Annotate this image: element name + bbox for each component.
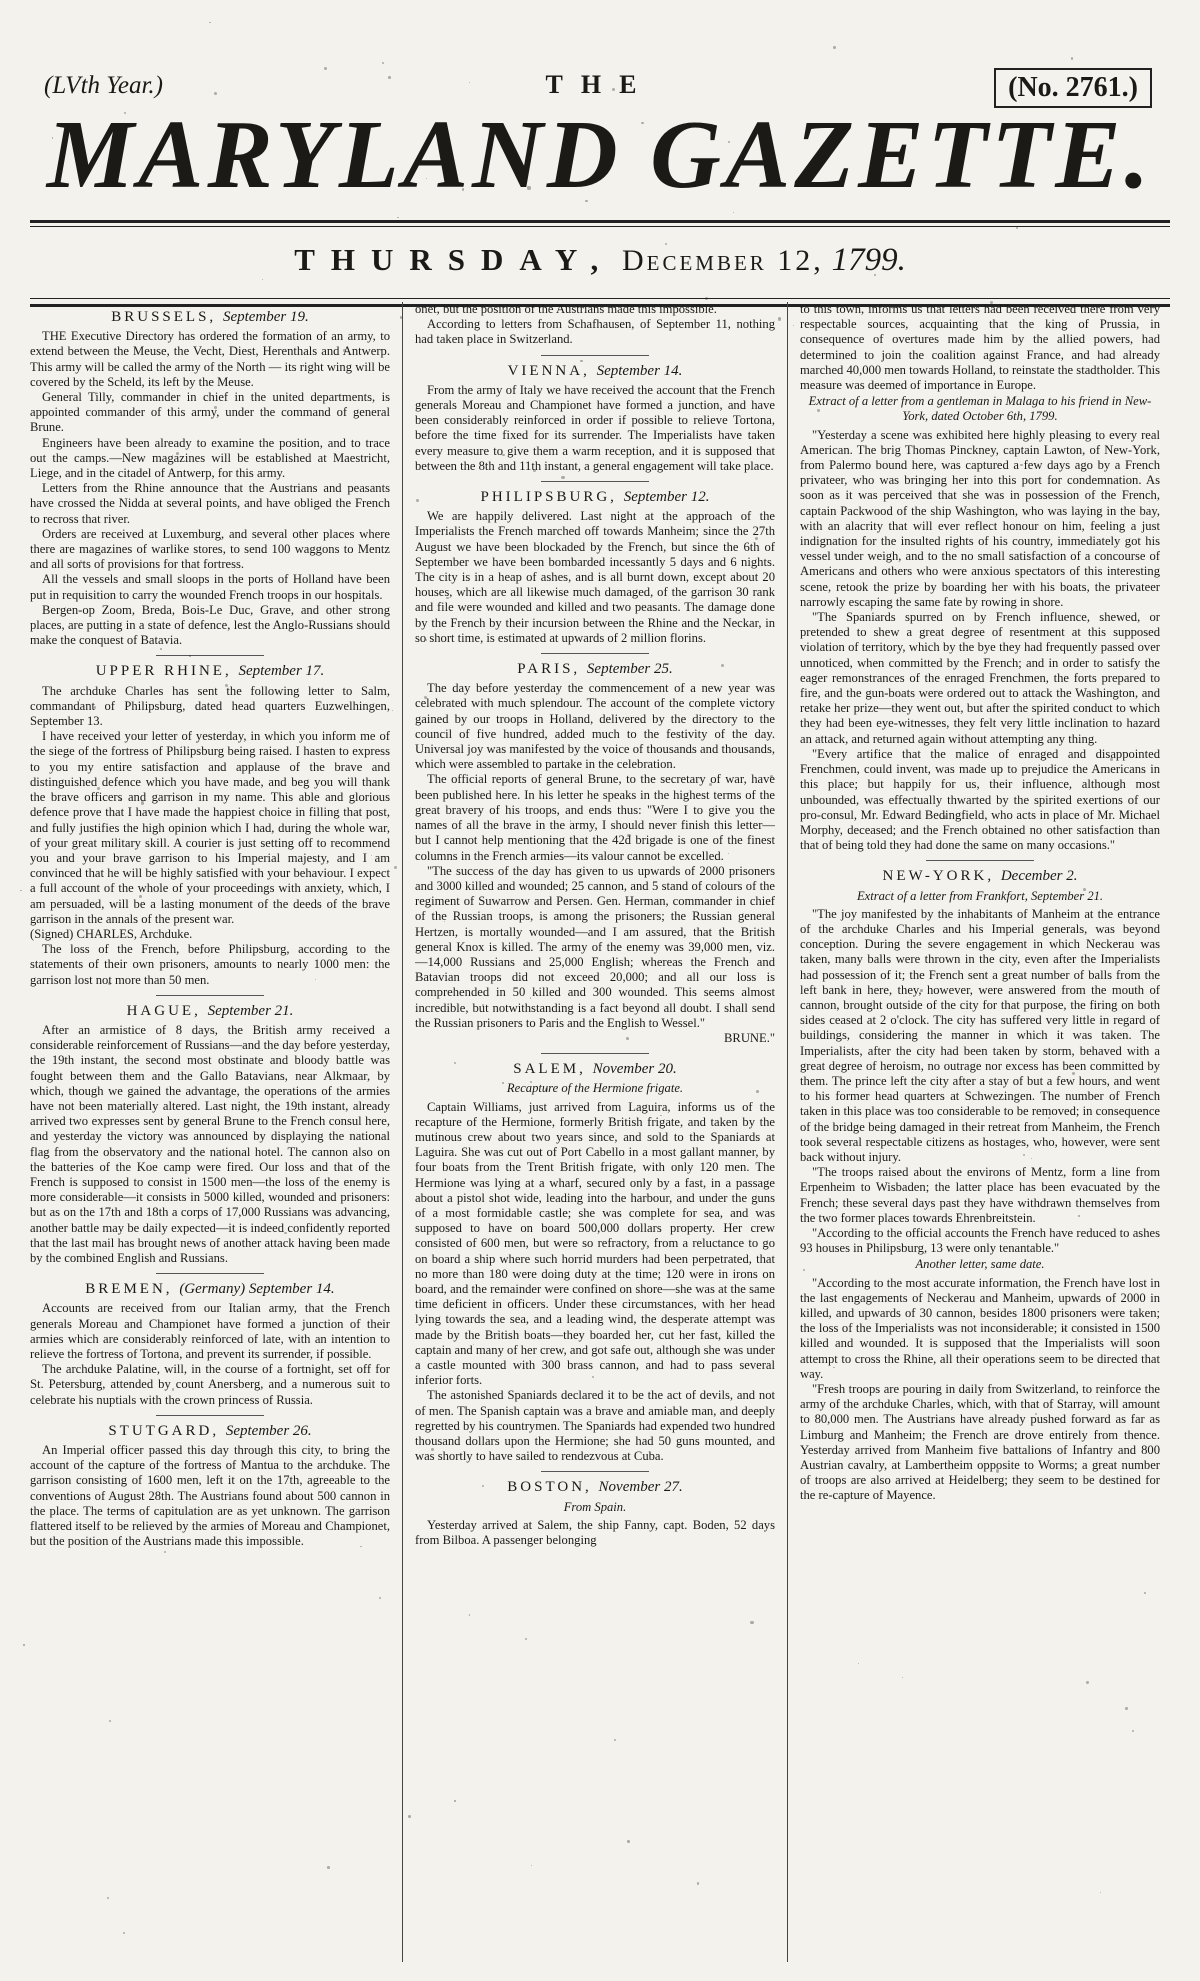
paper-speck [189, 655, 190, 656]
dateline-vienna: VIENNA, September 14. [507, 362, 683, 379]
issue-number: (No. 2761.) [994, 68, 1152, 108]
masthead [30, 30, 1170, 320]
column-1 [30, 302, 390, 1962]
paper-speck [1125, 1707, 1128, 1710]
article-paragraph: I have received your letter of yesterday, in which you inform me of the siege of the fortress of Philipsburg being raised. I hasten to express to you my entire satisfaction and applause of the brave and distinguished defence which you have made, and beg you will thank the brave officers and garrison in my name. This able and glorious defence prove that I have made the happiest choice in filling that post, and fully justifies the high opinion which I had, during the whole war, of your great military skill. A courier is just setting off to recommend you and your brave garrison to his Imperial majesty, and I am convinced that he will be highly satisfied with your behaviour. I expect a full account of the whole of your proceedings with anxiety, which, I am persuaded, will be a lasting monument of the deeds of the brave garrison in the annals of the present war. [30, 729, 390, 926]
article-paragraph: After an armistice of 8 days, the British army received a considerable reinforcement of Russians—and the day before yesterday, the 19th instant, the second most obstinate and bloody battle was fought between them and the Gallo Batavians, near Alkmaar, by which, though we gained the advantage, the operations of the armies have not been materially altered. Last night, the 19th instant, already arrived two expresses sent by general Brune to the French consul here, and yesterday the victory was announced by displaying the national flag from the observatory and the national hotel. The cannon also on the batteries of the Koe camp were fired. Our loss and that of the French is supposed to consist in 1500 men—the loss of the enemy is more considerable—it consists in 5000 killed, wounded and prisoners: but as on the 17th and 18th a corps of 17,000 Russians was advancing, another battle may be daily expected—it is indeed confidently reported that the last mail has brought news of another attack having been made by the combined English and Russians. [30, 1022, 390, 1265]
paper-speck [585, 200, 588, 203]
paper-speck [123, 1932, 125, 1934]
paper-speck [1054, 1298, 1055, 1299]
paper-speck [299, 1027, 301, 1029]
column-2 [415, 302, 775, 1962]
section-divider [156, 1415, 264, 1416]
paper-speck [172, 1388, 174, 1390]
section-divider [156, 655, 264, 656]
section-divider [541, 481, 649, 482]
column-rule [787, 302, 788, 1962]
article-paragraph: The day before yesterday the commencement of a new year was celebrated with much splendour. The account of the complete victory gained by our troops in Holland, delivered by the directory to the council of five hundred, added much to the festivity of the day. Universal joy was manifested by the voice of thousands and thousands, which were assembled to partake in the celebration. [415, 681, 775, 772]
paper-speck [454, 1800, 455, 1801]
paper-speck [79, 699, 81, 701]
article-paragraph: Orders are received at Luxemburg, and several other places where there are magazines of warlike stores, to send 100 waggons to Mentz and all sorts of provisions for that fortress. [30, 526, 390, 572]
paper-speck [697, 1882, 700, 1885]
article-paragraph: "The joy manifested by the inhabitants of Manheim at the entrance of the archduke Charles and his Imperial generals, was beyond conception. During the severe engagement in which Neckerau was taken, many balls were thrown in the city, even after the Imperialists had possession of it; the French sent a great number of balls from the left bank in here, they, however, were answered from the mouth of cannon, brought outside of the city for that purpose, the firing on both sides ceased at 2 o'clock. The city has suffered very little in regard of buildings, considering the manner in which it was taken. The Imperialists, after the city had been taken by storm, behaved with a great degree of heroism, no outrage nor excess has been committed by them. The prince left the city after a stay of but a few hours, and went to his former head quarters at Schwezingen. The number of French taken in this place was too considerable to be removed; in consequence of the bridge being damaged in their retreat from Manheim, the French took several respectable citizens as hostages, who, however, were sent back without injury. [800, 906, 1160, 1164]
paper-speck [531, 1865, 532, 1866]
paper-speck [347, 1528, 349, 1530]
dateline-brussels: BRUSSELS, September 19. [111, 309, 309, 325]
article-paragraph: onet, but the position of the Austrians made this impossible. [415, 302, 717, 316]
paper-speck [641, 122, 644, 125]
article-paragraph: The loss of the French, before Philipsburg, according to the statements of their own prisoners, amounts to nearly 1000 men: the garrison lost not more than 50 men. [30, 942, 390, 987]
section-divider [541, 355, 649, 356]
paper-speck [80, 560, 82, 562]
article-paragraph: "Yesterday a scene was exhibited here highly pleasing to every real American. The brig Thomas Pinckney, captain Lawton, of New-York, from Palermo bound here, was captured a few days ago by a French privateer, who was bringing her into this port for condemnation. As soon as it was perceived that she was in possession of the French, captain Packwood of the ship Washington, who was laying in the bay, with an alacrity that will ever reflect honour on him, feeling a just indignation for the insulted rights of his country, immediately got his vessel under weigh, and to the no small satisfaction of a concourse of Americans and others who were anxious spectators of this interesting scene, retook the prize by boarding her with his boats, the privateer narrowly escaping the same fate by rowing in shore. [800, 427, 1160, 609]
article-paragraph: "Every artifice that the malice of enraged and disappointed Frenchmen, could invent, was made up to prejudice the Americans in this place; but happily for us, their influence, although most unbounded, was effectually thwarted by the spirited exertions of our pro-consul, Mr. Edward Bedingfield, who acts in place of Mr. Michael Morphy, deceased; and the French obtained no other satisfaction than that of being told they had done the same on many occasions." [800, 746, 1160, 853]
column-3 [800, 302, 1160, 1962]
article-paragraph: General Tilly, commander in chief in the united departments, is appointed commander of this army, under the command of general Brune. [30, 390, 390, 435]
paper-speck [1031, 1158, 1032, 1159]
article-paragraph: "According to the most accurate information, the French have lost in the last engagements of Neckerau and Manheim, upwards of 2000 in killed, and upwards of 30 cannon, besides 1800 prisoners were taken; the loss of the Imperialists was not inconsiderable; it consisted in 1500 killed and wounded. It is supposed that the Imperialists will soon attempt to cross the Rhine, all their operations seem to be directed that way. [800, 1275, 1160, 1381]
paper-speck [833, 46, 836, 49]
article-paragraph: According to letters from Schafhausen, of September 11, nothing had taken place in Switzerland. [415, 317, 775, 347]
dateline-boston: BOSTON, November 27. [507, 1479, 683, 1496]
paper-speck [1144, 1592, 1146, 1594]
paper-speck [570, 820, 571, 821]
paper-speck [733, 212, 734, 213]
article-paragraph: Accounts are received from our Italian army, that the French generals Moreau and Championet have formed a junction of their armies which are considerably reinforced of late, with an intention to relieve the fortress of Tortona, and prevent its surrender, if possible. [30, 1301, 390, 1361]
paper-speck [874, 274, 876, 276]
masthead-the: THE [545, 70, 655, 99]
article-paragraph: to this town, informs us that letters had been received there from very respectable sources, acquainting that the king of Prussia, in consequence of overtures made him by the allied powers, had determined to join the coalition against France, and had already marched 40,000 men towards Holland, to reinstate the stadtholder. This measure was deemed of importance in Europe. [800, 302, 1160, 393]
masthead-rule [30, 298, 1170, 299]
paper-speck [803, 1269, 805, 1271]
paper-speck [502, 454, 504, 456]
paper-speck [327, 1866, 330, 1869]
masthead-rule [30, 226, 1170, 227]
paper-speck [119, 799, 122, 802]
paper-speck [284, 1232, 286, 1234]
article-paragraph: An Imperial officer passed this day through this city, to bring the account of the capture of the fortress of Mantua to the archduke. The garrison consisting of 1600 men, left it on the 17th, agreeable to the conventions of August 28th. The Austrians found about 500 cannon in the place. The terms of capitulation are as yet unknown. The garrison flattered itself to be relieved by the armies of Moreau and Championet, but the position of the Austrians made this impossible. [30, 1443, 390, 1549]
paper-speck [924, 848, 925, 849]
section-divider [156, 1273, 264, 1274]
issue-date [30, 242, 1170, 279]
article-subhead: Another letter, same date. [915, 1257, 1045, 1272]
paper-speck [20, 890, 22, 892]
article-paragraph: We are happily delivered. Last night at the approach of the Imperialists the French marched off towards Manheim; since the 27th August we have been blockaded by the French, but since the 6th of September we have been bombarded incessantly 5 days and 6 nights. The city is in a heap of ashes, and is all burnt down, except about 20 houses, which are all likewise much damaged, of the garrison 30 rank and file were wounded and killed and two peasants. The damage done by the French by their incursion between the Rhine and the Neckar, in so short time, is estimated at upwards of 2 million florins. [415, 509, 775, 645]
paper-speck [431, 1448, 434, 1451]
paper-speck [990, 301, 993, 304]
paper-speck [434, 1151, 435, 1152]
paper-speck [920, 989, 923, 992]
article-subhead: Extract of a letter from a gentleman in Malaga to his friend in New-York, dated October 6th, 1799. [808, 394, 1152, 424]
paper-speck [214, 406, 217, 409]
dateline-philipsburg: PHILIPSBURG, September 12. [480, 489, 710, 506]
paper-speck [561, 476, 564, 479]
dateline-hague: HAGUE, September 21. [126, 1002, 294, 1019]
paper-speck [139, 895, 142, 898]
column-rule [402, 302, 403, 1962]
paper-speck [545, 1088, 548, 1091]
dateline-stutgard: STUTGARD, September 26. [108, 1422, 312, 1439]
article-subhead: From Spain. [563, 1499, 627, 1514]
paper-speck [388, 76, 391, 79]
paper-speck [343, 349, 346, 352]
article-paragraph: Bergen-op Zoom, Breda, Bois-Le Duc, Grave, and other strong places, are putting in a state of defence, lest the Anglo-Russians should make the conquest of Batavia. [30, 602, 390, 648]
paper-speck [482, 1004, 484, 1006]
article-paragraph: The archduke Charles has sent the following letter to Salm, commandant of Philipsburg, dated head quarters Euzwelhingen, September 13. [30, 683, 390, 729]
dateline-bremen: BREMEN, (Germany) September 14. [85, 1281, 335, 1298]
article-paragraph: THE Executive Directory has ordered the formation of an army, to extend between the Meuse, the Vecht, Diest, Herenthals and Antwerp. This army will be called the army of the North — its right wing will be covered by the Scheld, its left by the Meuse. [30, 329, 390, 389]
dateline-upper-rhine: UPPER RHINE, September 17. [95, 663, 325, 680]
paper-speck [996, 1469, 999, 1472]
article-paragraph: The archduke Palatine, will, in the course of a fortnight, set off for St. Petersburg, attended by count Anersberg, and a numerous suit to celebrate his nuptials with the crown princess of Russia. [30, 1362, 390, 1407]
paper-speck [1078, 1215, 1079, 1216]
paper-speck [502, 1082, 503, 1083]
paper-speck [446, 597, 449, 600]
section-divider [926, 860, 1034, 861]
paper-speck [817, 409, 820, 412]
article-paragraph: Yesterday arrived at Salem, the ship Fanny, capt. Boden, 52 days from Bilboa. A passenger belonging [415, 1517, 775, 1548]
paper-speck [454, 1062, 456, 1064]
article-paragraph: "Fresh troops are pouring in daily from Switzerland, to reinforce the army of the archduke Charles, which, with that of Starray, will amount to 80,000 men. The Austrians have already pushed forward as far as Limburg and Manheim; the French are drove entirely from thence. Yesterday arrived from Manheim five battalions of Infantry and 800 Austrian cavalry, at Lambertheim opposite to Worms; a great number of troops are also arrived at Heidelberg; they seem to be destined for the re-capture of Mayence. [800, 1382, 1160, 1503]
paper-speck [124, 112, 126, 114]
article-paragraph: "According to the official accounts the French have reduced to ashes 93 houses in Philipsburg, 13 were only tenantable." [800, 1225, 1160, 1256]
paper-speck [1016, 227, 1018, 229]
newspaper-title: MARYLAND GAZETTE. [46, 101, 1154, 209]
paper-speck [627, 834, 630, 837]
article-paragraph: The astonished Spaniards declared it to be the act of devils, and not of men. The Spanish captain was a brave and amiable man, and deeply regretted by his countrymen. The Spaniards had expended two hundred thousand dollars upon the Hermione; she had 50 guns mounted, and was shortly to have sailed to rendezvous at Cuba. [415, 1388, 775, 1464]
paper-speck [97, 787, 100, 790]
article-paragraph: "The success of the day has given to us upwards of 2000 prisoners and 3000 killed and wounded; 25 cannon, and 5 stand of colours of the regiment of Suwarrow and Persen. Gen. Herman, commander in chief of the Russian troops, is among the prisoners; the Russian general Hertzen, is mortally wounded—and I am assured, that the British general Knox is killed. The army of the enemy was 39,000 men, viz. —14,000 Russians and 25,000 English; whereas the French and Batavian troops did not exceed 20,000; and all our loss is comprehended in 50 killed and 300 wounded. This seems almost incredible, but notwithstanding is a fact beyond all doubt. I shall send the Russian prisoners to Paris and the English to Wessel." [415, 863, 775, 1030]
dateline-new-york: NEW-YORK, December 2. [882, 868, 1078, 885]
section-divider [156, 995, 264, 996]
paper-speck [858, 1663, 859, 1664]
masthead-rule [30, 220, 1170, 223]
paper-speck [527, 186, 530, 189]
article-paragraph: "The troops raised about the environs of Mentz, form a line from Erpenheim to Wisbaden; the latter place has been evacuated by the French; these several days past they have withdrawn themselves from the two former places towards Ehrenbreitstein. [800, 1165, 1160, 1225]
paper-speck [54, 1179, 56, 1181]
article-paragraph: All the vessels and small sloops in the ports of Holland have been put in requisition to carry the wounded French troops in our hospitals. [30, 572, 390, 602]
paper-speck [99, 380, 100, 381]
article-subhead: Recapture of the Hermione frigate. [506, 1081, 684, 1096]
issue-day: THURSDAY, [294, 242, 615, 277]
paper-speck [23, 1644, 24, 1645]
paper-speck [728, 141, 730, 143]
dateline-paris: PARIS, September 25. [517, 661, 673, 678]
article-paragraph: Letters from the Rhine announce that the Austrians and peasants have crossed the Nidda at several points, and have obliged the French to recross that river. [30, 481, 390, 526]
paper-speck [176, 452, 179, 455]
article-paragraph: Engineers have been already to examine the position, and to trace out the camps.—New magazines will be established at Maestricht, Liege, and in the citadel of Antwerp, for this army. [30, 435, 390, 481]
signature-line: (Signed) CHARLES, Archduke. [30, 926, 193, 941]
article-subhead: Extract of a letter from Frankfort, September 21. [856, 888, 1104, 903]
paper-speck [209, 22, 210, 23]
article-columns [30, 302, 1170, 1962]
paper-speck [94, 706, 96, 708]
section-divider [541, 1471, 649, 1472]
issue-month-day: December 12, [621, 244, 824, 277]
article-paragraph: Captain Williams, just arrived from Laguira, informs us of the recapture of the Hermione, formerly British frigate, and taken by the mutinous crew about two years since, and sold to the Spaniards at Laguira. She was cut out of Port Cabello in a most gallant manner, by four boats from the Trent British frigate, with only 120 men. The Hermione was lying at a wharf, secured only by a fast, in a passage about a pistol shot wide, leading into the harbour, and under the guns of a most formidable castle; she was complete for sea, and was supposed to have on board 500,000 dollars property. Her crew consisted of 600 men, but were so refractory, from a reluctance to go on board a ship where such horrid murders had been perpetrated, that no more than 180 were doing duty at the time; 120 were in irons on board, and the remainder were confined on shore—she was at the same time deficient in officers. Under these circumstances, with her head lying towards the sea, and a leading wind, the desperate attempt was made by the British boats—they boarded her, cut her fast, killed the captain and many of her crew, and got safe out, although she was under a castle mounted with 300 brass cannon, and had to pass several inferior forts. [415, 1099, 775, 1388]
paper-speck [1072, 1072, 1075, 1075]
paper-speck [1062, 1328, 1064, 1330]
section-divider [541, 1053, 649, 1054]
article-paragraph: "The Spaniards spurred on by French influence, shewed, or pretended to shew a great degree of resentment at this supposed violation of territory, which by the bye they had frequently passed over unnoticed, when committed by the French; and in order to satisfy the eager remonstrances of the enraged Frenchmen, the forts prepared to fire, and the gun-boats were ordered out to attack the Washington, and retake her prize—they went out, but after the spirited conduct to which they had been eye-witnesses, they felt very little inclination to hazard an attack, and returned again without attempting any thing. [800, 610, 1160, 746]
paper-speck [108, 982, 111, 985]
volume-year: (LVth Year.) [44, 72, 164, 99]
signature-line: BRUNE." [724, 1030, 775, 1045]
paper-speck [778, 317, 781, 320]
paper-speck [1020, 464, 1023, 467]
paper-speck [141, 801, 144, 804]
issue-year: 1799. [831, 242, 906, 278]
section-divider [541, 653, 649, 654]
dateline-salem: SALEM, November 20. [513, 1061, 677, 1078]
paper-speck [833, 1367, 834, 1368]
paper-speck [627, 1840, 629, 1842]
article-paragraph: The official reports of general Brune, to the secretary of war, have been published here. In his letter he speaks in the highest terms of the great bravery of his troops, and ends thus: "Were I to give you the names of all the brave in the army, I should never finish this letter—but I cannot help mentioning that the 42d brigade is one of the finest columns in the French armies—its valour cannot be excelled. [415, 772, 775, 863]
paper-speck [755, 537, 758, 540]
paper-speck [530, 1081, 532, 1083]
paper-speck [770, 775, 772, 777]
paper-speck [1071, 57, 1073, 59]
paper-speck [426, 178, 427, 179]
paper-speck [208, 956, 209, 957]
article-paragraph: From the army of Italy we have received the account that the French generals Moreau and Championet have formed a junction, and have been considerably reinforced in order if possible to relieve Tortona, before the time fixed for its surrender. The Imperialists have taken every measure to give them a warm reception, and it is supposed that between the 8th and 11th instant, a general engagement will take place. [415, 382, 775, 473]
